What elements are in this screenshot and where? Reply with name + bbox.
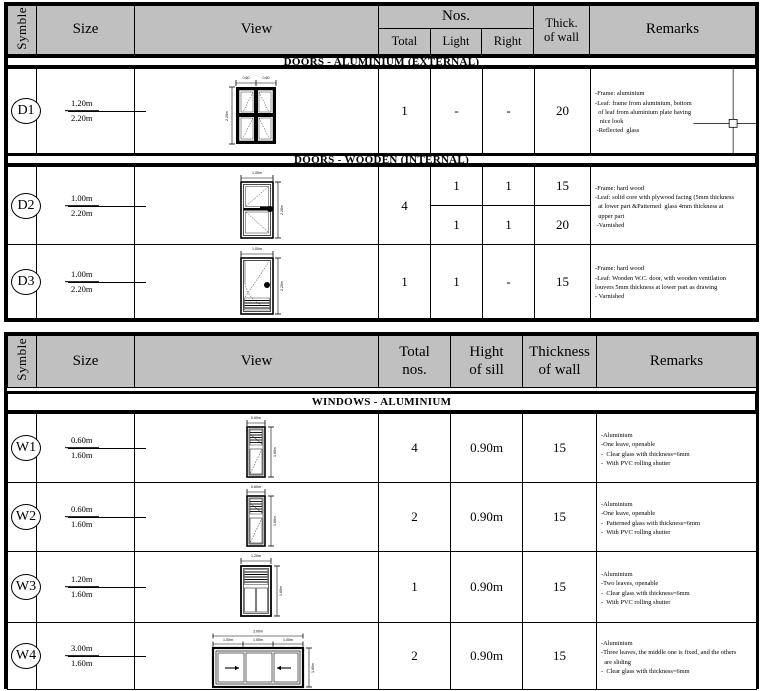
d2-symbol-bubble: D2 — [11, 193, 41, 219]
d3-thickness: 15 — [556, 273, 569, 289]
doors-col-thickness-line2: of wall — [543, 30, 580, 44]
w4-total-cell — [379, 623, 451, 690]
w1-remarks-list — [597, 428, 756, 468]
d1-total: 1 — [401, 103, 408, 118]
w4-symbol-cell — [8, 623, 37, 690]
w3-size-height: 1.60m — [71, 589, 93, 600]
w2-remark-line: -Aluminium — [601, 500, 633, 508]
d2-dim-side: 2.20m — [279, 204, 284, 215]
d1-right-cell — [483, 69, 535, 154]
d3-door-drawing — [217, 245, 297, 319]
d2-light-cell-2 — [431, 206, 483, 245]
d3-right: - — [506, 273, 511, 289]
section-doors-wooden — [7, 153, 756, 166]
w3-view-cell — [135, 552, 379, 623]
windows-col-symble — [8, 336, 37, 388]
w4-dim-seg1: 1.00m — [222, 637, 233, 642]
d2-right-2: 1 — [505, 217, 512, 232]
doors-col-remarks: Remarks — [590, 6, 756, 55]
d3-symbol-bubble: D3 — [11, 269, 41, 295]
d2-thickness-1: 15 — [556, 178, 569, 193]
w2-remarks-list — [597, 497, 756, 537]
windows-col-thickness-line2: of wall — [538, 361, 581, 378]
w4-size-height: 1.60m — [71, 658, 93, 669]
d2-total: 4 — [401, 197, 408, 213]
w2-symbol-cell — [8, 483, 37, 552]
d2-remark-line: -Frame: hard wood — [595, 184, 644, 192]
d1-light-cell — [431, 69, 483, 154]
d1-size-height: 2.20m — [71, 113, 93, 124]
windows-col-symble-label: Symble — [14, 338, 29, 381]
w3-remark-line: -Two leaves, openable — [601, 580, 659, 588]
w2-thickness: 15 — [553, 509, 566, 524]
d1-symbol-bubble: D1 — [11, 98, 41, 124]
w4-thickness-cell — [523, 623, 597, 690]
d3-size-height: 2.20m — [71, 284, 93, 294]
section-doors-aluminium-label: DOORS - ALUMINIUM (EXTERNAL) — [283, 55, 480, 68]
doors-col-right: Right — [482, 29, 534, 55]
w2-dim-side: 1.60m — [272, 516, 277, 526]
w3-dim-side: 1.60m — [278, 586, 283, 596]
d2-thickness-2: 20 — [556, 217, 569, 232]
d2-size-width: 1.00m — [65, 192, 99, 206]
d1-thickness-cell — [535, 69, 591, 154]
windows-row-w1 — [7, 413, 757, 483]
w3-total-cell — [379, 552, 451, 623]
windows-col-sill — [451, 336, 523, 388]
w4-remark-line: - Clear glass with thickness=6mm — [601, 667, 690, 675]
d3-dim-top: 1.00m — [251, 246, 262, 251]
w1-remark-line: - Clear glass with thickness=6mm — [601, 450, 690, 458]
w1-window-drawing — [227, 415, 287, 481]
d2-remark-line: -Leaf: solid core with plywood facing (5mm thickness — [595, 194, 734, 202]
d2-door-drawing — [217, 168, 297, 244]
w3-total: 1 — [411, 579, 418, 594]
doors-col-view: View — [135, 6, 379, 55]
w2-remark-line: -One leave, openable — [601, 510, 656, 518]
windows-row-w4 — [7, 622, 757, 690]
d3-size-cell — [37, 245, 135, 319]
w4-remark-line: -Aluminium — [601, 639, 633, 647]
windows-header — [7, 335, 757, 388]
w2-view-cell — [135, 483, 379, 552]
w3-thickness-cell — [523, 552, 597, 623]
w4-sill-cell — [451, 623, 523, 690]
w2-symbol-bubble: W2 — [11, 504, 41, 530]
w3-size-stack — [65, 573, 99, 601]
section-doors-wooden-label: DOORS - WOODEN (INTERNAL) — [293, 153, 470, 166]
d2-size-height: 2.20m — [71, 208, 93, 218]
d1-door-drawing — [214, 72, 300, 150]
windows-col-thickness — [523, 336, 597, 388]
w2-sill-cell — [451, 483, 523, 552]
w2-sill: 0.90m — [470, 509, 503, 524]
d2-thickness-cell-2 — [535, 206, 591, 245]
d3-remark-line: -Leaf: Wooden W.C. door, with wooden ventilation — [595, 274, 726, 282]
d1-size-width: 1.20m — [65, 97, 99, 111]
section-windows-aluminium — [7, 391, 756, 413]
w1-remark-line: - With PVC rolling shutter — [601, 459, 671, 467]
windows-col-total-line1: Total — [399, 344, 430, 361]
doors-col-nos-group: Nos. — [379, 6, 534, 29]
w1-size-cell — [37, 414, 135, 483]
w4-dim-top: 3.00m — [252, 629, 263, 634]
w1-size-height: 1.60m — [71, 450, 93, 461]
windows-col-size: Size — [37, 336, 135, 388]
w3-remark-line: -Aluminium — [601, 570, 633, 578]
w3-window-drawing — [219, 553, 295, 621]
w1-sill-cell — [451, 414, 523, 483]
d2-size-stack — [65, 192, 99, 220]
w2-remark-line: - With PVC rolling shutter — [601, 528, 671, 536]
doors-col-thickness-line1: Thick. — [545, 15, 578, 30]
windows-col-remarks: Remarks — [597, 336, 757, 388]
d2-view-cell — [135, 167, 379, 245]
w4-dim-seg2: 1.00m — [252, 637, 263, 642]
doors-row-d2 — [7, 166, 757, 245]
w4-remarks-list — [597, 636, 756, 676]
d2-right-1: 1 — [505, 178, 512, 193]
d1-thickness: 20 — [556, 103, 569, 118]
w1-remarks-cell — [597, 414, 757, 483]
w1-dim-top: 0.60m — [250, 416, 261, 420]
d1-size-stack — [65, 97, 99, 125]
windows-col-sill-line1: Hight — [469, 344, 504, 361]
d1-right: - — [506, 103, 511, 118]
windows-col-thickness-line1: Thickness — [529, 344, 590, 361]
d1-remark-line: -Leaf: frame from aluminium, bottom — [595, 99, 692, 107]
doors-col-total: Total — [379, 29, 431, 55]
d1-dim-side: 2.20m — [224, 111, 229, 121]
d3-remarks-list — [591, 261, 756, 301]
windows-col-sill-line2: of sill — [469, 361, 504, 378]
w4-remarks-cell — [597, 623, 757, 690]
w4-total: 2 — [411, 648, 418, 663]
w4-view-cell — [135, 623, 379, 690]
w4-remark-line: -Three leaves, the middle one is fixed, and the others — [601, 649, 737, 657]
d2-thickness-cell-1 — [535, 167, 591, 206]
doors-col-size: Size — [37, 6, 135, 55]
w2-dim-top: 0.60m — [250, 485, 261, 489]
w4-remark-line: are sliding — [601, 658, 632, 666]
w2-total: 2 — [411, 509, 418, 524]
d2-symbol-cell — [8, 167, 37, 245]
doors-row-d3 — [7, 244, 757, 319]
w3-size-cell — [37, 552, 135, 623]
doors-col-light: Light — [430, 29, 482, 55]
d2-dim-top: 1.00m — [251, 170, 262, 175]
w1-total: 4 — [411, 440, 418, 455]
w1-remark-line: -One leave, openable — [601, 441, 656, 449]
w4-dim-seg3: 1.00m — [282, 637, 293, 642]
d1-remarks-cell — [591, 69, 757, 154]
section-windows-aluminium-label: WINDOWS - ALUMINIUM — [311, 396, 452, 408]
d2-light-2: 1 — [453, 217, 460, 232]
d2-remark-line: upper part — [595, 212, 625, 220]
w1-size-width: 0.60m — [65, 434, 99, 448]
d3-remarks-cell — [591, 245, 757, 319]
d2-right-cell-1 — [483, 167, 535, 206]
w3-sill-cell — [451, 552, 523, 623]
d3-total: 1 — [401, 273, 408, 289]
d3-light: 1 — [453, 273, 460, 289]
w2-size-width: 0.60m — [65, 503, 99, 517]
w1-sill: 0.90m — [470, 440, 503, 455]
d1-light: - — [454, 103, 459, 118]
w3-remarks-list — [597, 567, 756, 607]
w4-symbol-bubble: W4 — [11, 643, 41, 669]
windows-col-view: View — [135, 336, 379, 388]
d2-remark-line: at lower part &Patterned glass 4mm thickness at — [595, 203, 724, 211]
d3-remark-line: - Varnished — [595, 293, 625, 301]
windows-col-total-line2: nos. — [402, 361, 427, 378]
d2-remark-line: -Varnished — [595, 221, 625, 229]
d3-view-cell — [135, 245, 379, 319]
d2-light-cell-1 — [431, 167, 483, 206]
w4-thickness: 15 — [553, 648, 566, 663]
w4-size-cell — [37, 623, 135, 690]
d3-total-cell — [379, 245, 431, 319]
d1-remark-line: of leaf from aluminium plate having — [595, 108, 692, 116]
section-doors-aluminium — [7, 55, 756, 68]
w3-size-width: 1.20m — [65, 573, 99, 587]
w3-remark-line: - With PVC rolling shutter — [601, 598, 671, 606]
d3-thickness-cell — [535, 245, 591, 319]
w2-size-cell — [37, 483, 135, 552]
w1-dim-side: 1.60m — [272, 447, 277, 457]
w3-thickness: 15 — [553, 579, 566, 594]
w1-thickness: 15 — [553, 440, 566, 455]
w1-view-cell — [135, 414, 379, 483]
d3-size-width: 1.00m — [65, 268, 99, 282]
w4-window-drawing — [197, 627, 317, 691]
windows-col-total — [379, 336, 451, 388]
d1-remark-line: -Frame: aluminium — [595, 90, 645, 98]
w3-dim-top: 1.20m — [250, 554, 261, 558]
doors-header — [7, 5, 756, 55]
d3-right-cell — [483, 245, 535, 319]
w3-remark-line: - Clear glass with thickness=6mm — [601, 589, 690, 597]
d1-remarks-list — [591, 86, 756, 135]
d3-remark-line: louvers 5mm thickness at lower part as drawing — [595, 284, 718, 291]
d1-dim-top-right: 0.60 — [262, 76, 269, 80]
windows-row-w3 — [7, 551, 757, 623]
doors-col-symble — [8, 6, 37, 55]
w1-total-cell — [379, 414, 451, 483]
doors-row-d1 — [7, 68, 757, 154]
d2-remarks-cell — [591, 167, 757, 245]
w1-size-stack — [65, 434, 99, 462]
d1-dim-top-left: 0.60 — [242, 76, 249, 80]
d3-light-cell — [431, 245, 483, 319]
windows-row-w2 — [7, 482, 757, 552]
w2-size-stack — [65, 503, 99, 531]
d3-dim-side: 2.20m — [279, 280, 284, 291]
d3-symbol-cell — [8, 245, 37, 319]
w4-size-stack — [65, 642, 99, 670]
d1-symbol-cell — [8, 69, 37, 154]
w1-remark-line: -Aluminium — [601, 431, 633, 439]
w2-size-height: 1.60m — [71, 519, 93, 530]
d3-size-stack — [65, 268, 99, 296]
w1-symbol-bubble: W1 — [11, 435, 41, 461]
w3-symbol-bubble: W3 — [11, 574, 41, 600]
d1-view-cell — [135, 69, 379, 154]
doors-col-symble-label: Symble — [14, 6, 29, 50]
d2-size-cell — [37, 167, 135, 245]
d2-light-1: 1 — [453, 178, 460, 193]
d1-remark-line: -Reflected glass — [595, 127, 640, 135]
d2-total-cell — [379, 167, 431, 245]
w4-sill: 0.90m — [470, 648, 503, 663]
w3-symbol-cell — [8, 552, 37, 623]
w2-remarks-cell — [597, 483, 757, 552]
w3-remarks-cell — [597, 552, 757, 623]
d1-remark-line: nice look — [595, 118, 624, 126]
d3-remark-line: -Frame: hard wood — [595, 265, 644, 273]
d1-total-cell — [379, 69, 431, 154]
w4-dim-side: 1.60m — [310, 662, 315, 673]
d1-size-cell — [37, 69, 135, 154]
w2-remark-line: - Patterned glass with thickness=6mm — [601, 519, 700, 527]
doors-col-thickness — [534, 6, 590, 55]
w1-thickness-cell — [523, 414, 597, 483]
w4-size-width: 3.00m — [65, 642, 99, 656]
d2-right-cell-2 — [483, 206, 535, 245]
d2-remarks-list — [591, 181, 756, 230]
w2-thickness-cell — [523, 483, 597, 552]
w2-total-cell — [379, 483, 451, 552]
w3-sill: 0.90m — [470, 579, 503, 594]
w1-symbol-cell — [8, 414, 37, 483]
w2-window-drawing — [227, 484, 287, 550]
